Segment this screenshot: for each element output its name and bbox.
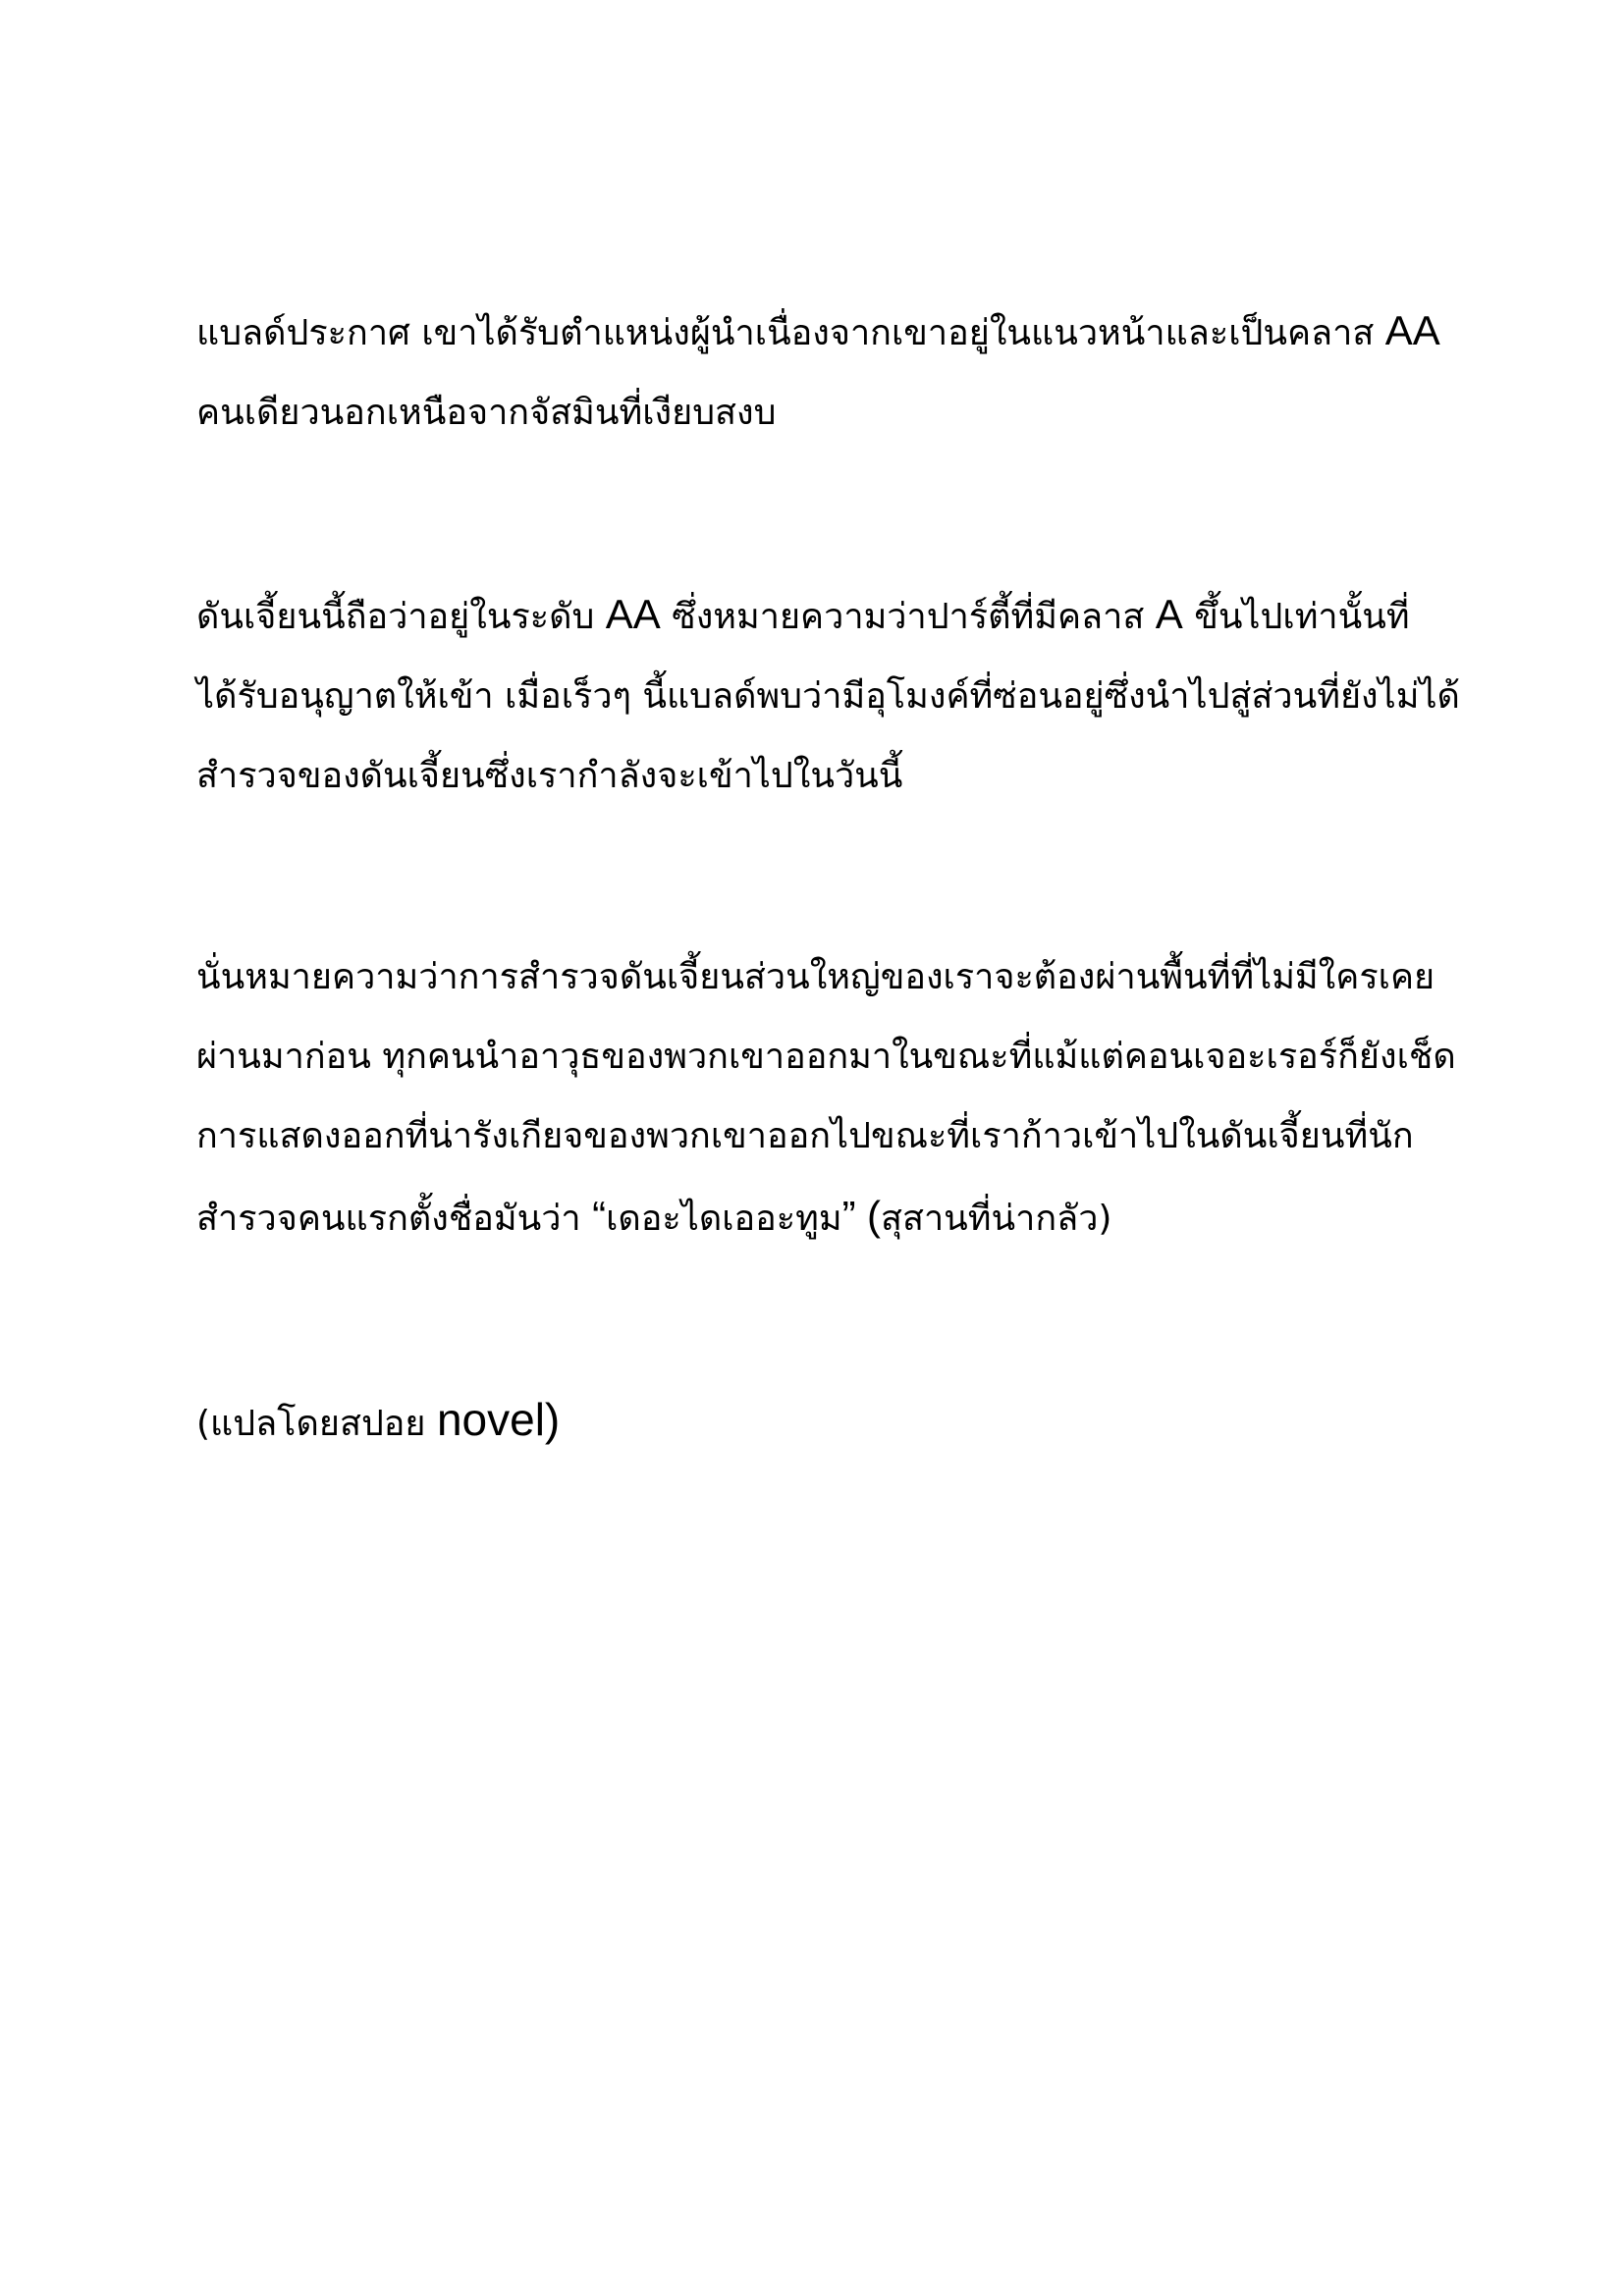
text-line xyxy=(196,291,1473,373)
text-run: สุสานที่น่ากลัว) xyxy=(881,1199,1112,1239)
text-line xyxy=(196,1096,1473,1176)
document-body xyxy=(196,291,1473,1464)
text-run: การแสดงออกที่น่ารังเกียจของพวกเขาออกไปขณะที่เราก้าวเข้าไปในดันเจี้ยนที่นัก xyxy=(196,1116,1414,1156)
text-run: แบลด์ประกาศ เขาได้รับตำแหน่งผู้นำเนื่องจากเขาอยู่ในแนวหน้าและเป็นคลาส xyxy=(196,313,1385,353)
text-run: เดอะไดเออะทูม xyxy=(606,1199,842,1239)
paragraph-2 xyxy=(196,574,1473,816)
credit-suffix: novel) xyxy=(436,1394,561,1445)
paragraph-3 xyxy=(196,937,1473,1258)
text-run: ผ่านมาก่อน ทุกคนนำอาวุธของพวกเขาออกมาในขณะที่แม้แต่คอนเจอะเรอร์ก็ยังเช็ด xyxy=(196,1037,1456,1077)
text-line xyxy=(196,1017,1473,1096)
latin-text-run: ( xyxy=(867,1193,882,1239)
text-run: ดันเจี้ยนนี้ถือว่าอยู่ในระดับ xyxy=(196,597,606,637)
latin-text-run: AA xyxy=(605,591,661,637)
text-run: คนเดียวนอกเหนือจากจัสมินที่เงียบสงบ xyxy=(196,393,777,433)
text-line xyxy=(196,736,1473,816)
text-run: ซึ่งหมายความว่าปาร์ตี้ที่มีคลาส xyxy=(660,597,1156,637)
text-run: ขึ้นไปเท่านั้นที่ xyxy=(1182,597,1410,637)
latin-text-run: A xyxy=(1155,591,1183,637)
credit-prefix: (แปลโดยสปอย xyxy=(196,1404,437,1444)
text-run: สำรวจคนแรกตั้งชื่อมันว่า xyxy=(196,1199,593,1239)
text-run xyxy=(856,1199,867,1239)
latin-text-run: “ xyxy=(592,1193,607,1239)
text-line xyxy=(196,1176,1473,1258)
latin-text-run: AA xyxy=(1384,307,1440,353)
latin-text-run: ” xyxy=(841,1193,856,1239)
text-run: นั่นหมายความว่าการสำรวจดันเจี้ยนส่วนใหญ่ของเราจะต้องผ่านพื้นที่ที่ไม่มีใครเคย xyxy=(196,957,1435,997)
paragraph-1 xyxy=(196,291,1473,453)
text-line xyxy=(196,657,1473,736)
text-line xyxy=(196,574,1473,657)
text-line xyxy=(196,373,1473,453)
translator-credit xyxy=(196,1380,1473,1464)
text-line xyxy=(196,937,1473,1017)
text-run: สำรวจของดันเจี้ยนซึ่งเรากำลังจะเข้าไปในวันนี้ xyxy=(196,756,903,796)
text-run: ได้รับอนุญาตให้เข้า เมื่อเร็วๆ นี้แบลด์พบว่ามีอุโมงค์ที่ซ่อนอยู่ซึ่งนำไปสู่ส่วนที่ยังไม่ได้ xyxy=(196,676,1460,717)
